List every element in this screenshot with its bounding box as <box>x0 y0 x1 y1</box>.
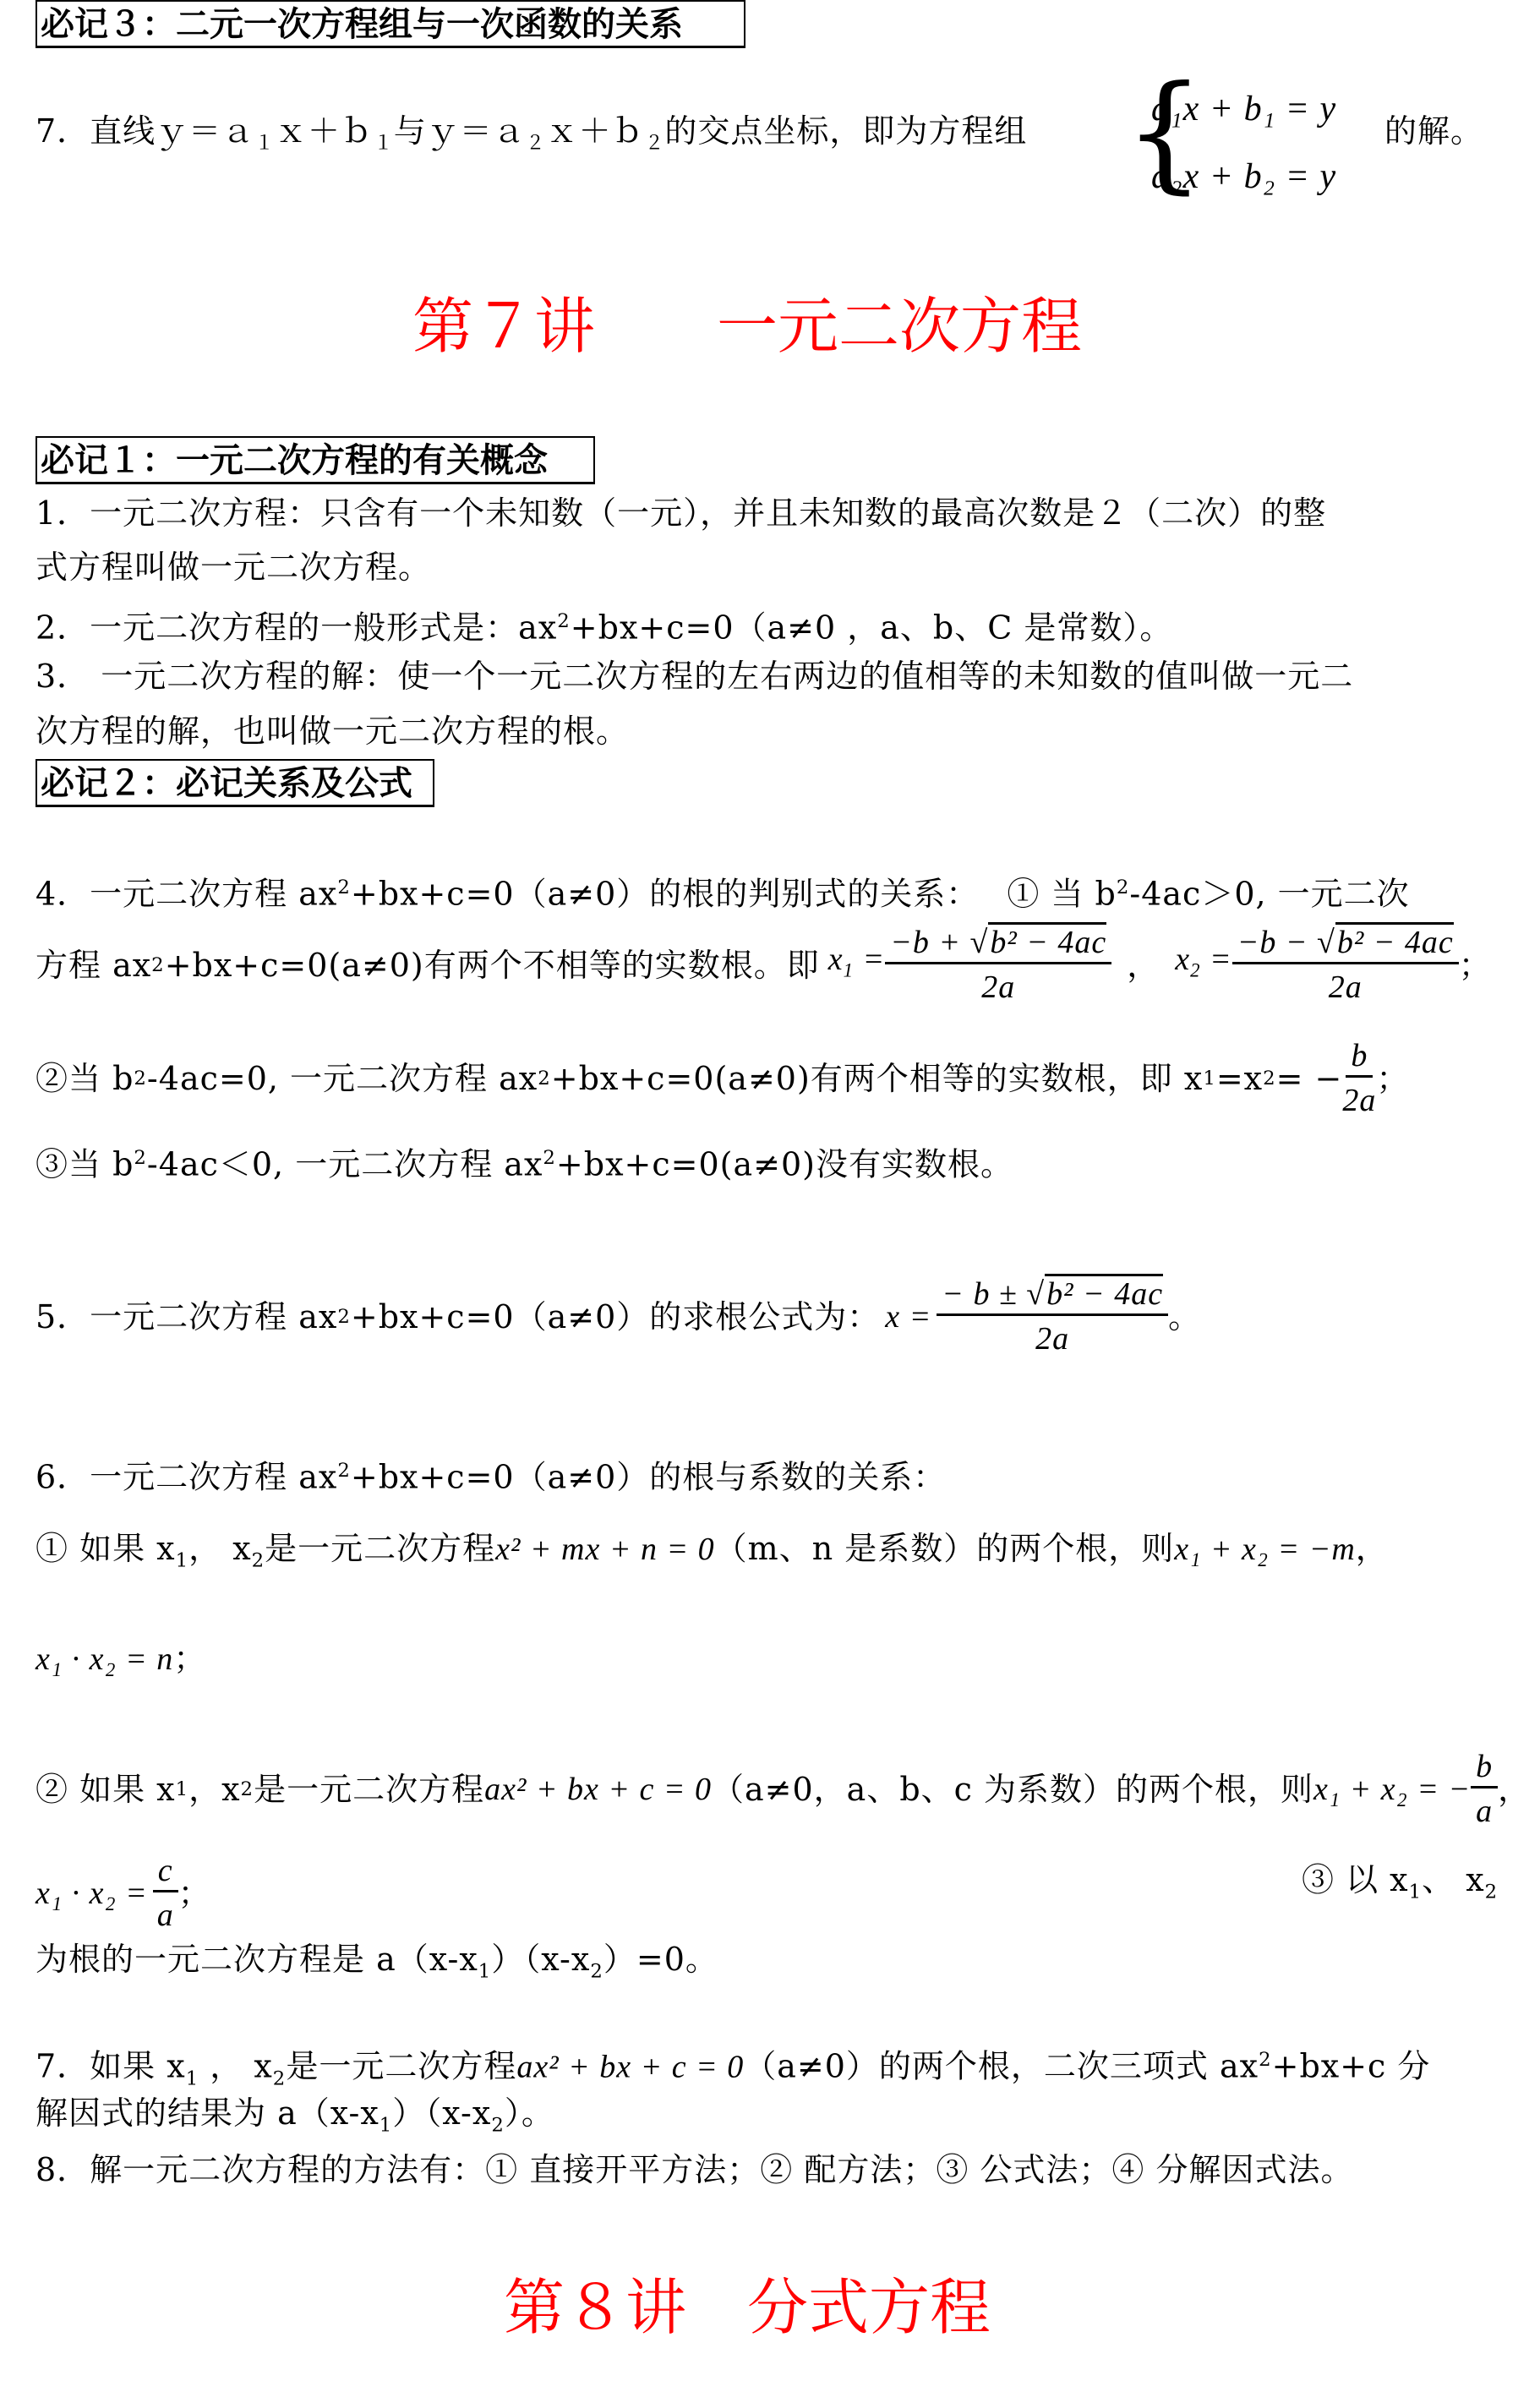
var: x <box>1175 941 1191 977</box>
item6-p1-product <box>35 1639 206 1679</box>
sub: 2 <box>1190 959 1201 981</box>
quadratic-formula <box>937 1275 1168 1358</box>
text: ② 如果 x <box>35 1770 176 1808</box>
text: =x <box>1215 1059 1264 1097</box>
text: +bx+c=0（a≠0）的求根公式为： <box>350 1297 881 1335</box>
sub: 2 <box>1263 1067 1276 1090</box>
text: +bx+c=0(a≠0)有两个相等的实数根，即 x <box>550 1059 1204 1097</box>
text: +bx+c=0（a≠0）的根的判别式的关系： ① 当 b <box>350 875 1117 913</box>
text: 5．一元二次方程 ax <box>35 1297 338 1335</box>
section1-item2 <box>35 602 1172 647</box>
text: ，x <box>188 1770 241 1808</box>
sub: 1 <box>175 1549 189 1572</box>
sup: 2 <box>337 1305 351 1328</box>
system-row-1: a₁x + b₁ = y <box>1151 90 1337 128</box>
text: −b + <box>890 925 970 960</box>
section1-item1-line1: 1．一元二次方程：只含有一个未知数（一元），并且未知数的最高次数是２（二次）的整 <box>35 494 1327 532</box>
text: +bx+c 分 <box>1271 2047 1431 2085</box>
item7-text: 的交点坐标，即为方程组 <box>664 112 1028 150</box>
radicand: b² − 4ac <box>988 922 1106 960</box>
text: 4．一元二次方程 ax <box>35 875 338 913</box>
x1-label: $x_1$ = <box>827 941 886 981</box>
sub: 2 <box>251 1549 265 1572</box>
product-lhs: x₁ · x₂ = <box>35 1875 148 1911</box>
text: ）。 <box>504 2094 554 2132</box>
item7-line2 <box>35 2094 554 2145</box>
lecture8-title: 第８讲 分式方程 <box>504 2272 991 2343</box>
sum-fraction <box>1471 1747 1498 1831</box>
sup: 2 <box>538 1067 551 1090</box>
x2-fraction <box>1232 923 1459 1007</box>
system-suffix: 的解。 <box>1384 112 1484 150</box>
numerator: −b − √b² − 4ac <box>1232 923 1459 964</box>
sub: 2 <box>1484 1881 1499 1903</box>
item7-line1 <box>35 2040 1430 2098</box>
text: 方程 ax <box>35 946 152 984</box>
text: 为根的一元二次方程是 a（x-x <box>35 1941 478 1978</box>
denominator: 2a <box>1035 1321 1070 1357</box>
radicand: b² − 4ac <box>1045 1274 1163 1312</box>
text: -4ac＞0, 一元二次 <box>1129 875 1410 913</box>
sup: 2 <box>543 1147 556 1169</box>
equation: ax² + bx + c = 0 <box>484 1771 712 1807</box>
sup: 2 <box>337 1460 351 1482</box>
lhs: x = <box>885 1298 932 1335</box>
denominator: 2a <box>1342 1083 1377 1118</box>
text: （a≠0，a、b、c 为系数）的两个根，则 <box>712 1770 1314 1808</box>
text: （a≠0）的两个根，二次三项式 ax <box>744 2047 1259 2085</box>
product-fraction <box>153 1851 178 1935</box>
section3-item7 <box>35 112 1027 163</box>
text: ②当 b <box>35 1059 134 1097</box>
sub: 2 <box>590 1960 603 1983</box>
numerator: − b ± √b² − 4ac <box>937 1275 1168 1316</box>
sub: 2 <box>272 2067 287 2090</box>
text: ； <box>177 1874 211 1912</box>
text: 、 x <box>1422 1861 1485 1898</box>
text: ， <box>1498 1770 1532 1808</box>
text: ； <box>1376 1059 1410 1097</box>
equation: x² + mx + n = 0 <box>495 1532 715 1567</box>
text: −b − <box>1237 925 1317 960</box>
text: ）=0。 <box>603 1941 718 1978</box>
text: ）（x-x <box>392 2094 492 2132</box>
item7-text: ｘ＋ｂ <box>545 112 645 150</box>
item4-case2 <box>35 1036 1409 1120</box>
denominator: 2a <box>981 969 1016 1005</box>
sub: 1 <box>185 2067 199 2090</box>
text: 是一元二次方程 <box>254 1770 485 1808</box>
text: ； <box>173 1640 207 1677</box>
case2-fraction <box>1342 1036 1376 1120</box>
system-brace: { <box>1124 59 1205 206</box>
sub: ２ <box>525 132 546 155</box>
numerator: c <box>153 1851 178 1892</box>
product-relation: x₁ · x₂ = n <box>35 1641 174 1677</box>
text: ， x <box>199 2047 273 2085</box>
item6-p3 <box>1302 1860 1498 1912</box>
item4-line1 <box>35 868 1410 914</box>
text: − b ± <box>942 1276 1027 1312</box>
text: 6．一元二次方程 ax <box>35 1458 338 1496</box>
radicand: b² − 4ac <box>1335 922 1454 960</box>
text: +bx+c=0(a≠0)有两个不相等的实数根。即 <box>164 946 820 984</box>
denominator: a <box>156 1898 174 1933</box>
var: x <box>827 941 844 977</box>
item6-p3-line2 <box>35 1940 718 1991</box>
section2-heading <box>35 759 434 807</box>
item4-case3 <box>35 1139 1013 1184</box>
text: ③ 以 x <box>1302 1861 1409 1898</box>
item6-intro <box>35 1451 946 1497</box>
denominator: a <box>1476 1794 1494 1829</box>
text: 是一元二次方程 <box>265 1530 496 1567</box>
item4-line2 <box>35 923 1492 1007</box>
numerator: b <box>1346 1036 1373 1078</box>
text: ③当 b <box>35 1145 134 1183</box>
equation: ax² + bx + c = 0 <box>516 2049 745 2085</box>
item2-text: +bx+c=0（a≠0 ，a、b、C 是常数）。 <box>570 609 1173 647</box>
sup: 2 <box>151 953 165 976</box>
item6-p1 <box>35 1529 1389 1581</box>
sub: 2 <box>491 2114 505 2137</box>
sup: 2 <box>337 877 351 898</box>
section1-item1-line2: 式方程叫做一元二次方程。 <box>35 549 432 586</box>
item2-text: 2．一元二次方程的一般形式是：ax <box>35 609 558 647</box>
numerator: b <box>1471 1747 1498 1789</box>
text: = − <box>1275 1059 1343 1097</box>
text: 。 <box>1168 1297 1202 1335</box>
item8: 8．解一元二次方程的方法有：① 直接开平方法；② 配方法；③ 公式法；④ 分解因式法。 <box>35 2151 1354 2188</box>
text: +bx+c=0（a≠0）的根与系数的关系： <box>350 1458 947 1496</box>
sup: 2 <box>134 1147 147 1169</box>
sub: 2 <box>240 1778 254 1800</box>
section1-item3-line1: 3． 一元二次方程的解：使一个一元二次方程的左右两边的值相等的未知数的值叫做一元二 <box>35 658 1354 695</box>
text: ① 如果 x <box>35 1530 176 1567</box>
sub: １ <box>374 132 394 155</box>
item5 <box>35 1275 1201 1358</box>
item7-text: 与ｙ＝ａ <box>393 112 526 150</box>
item6-p2-product <box>35 1851 211 1935</box>
text: ； <box>1458 946 1492 984</box>
text: ， x <box>188 1530 252 1567</box>
text: 7．如果 x <box>35 2047 186 2085</box>
x2-label: $x_2$ = <box>1175 941 1232 981</box>
section3-heading-text: 必记３：二元一次方程组与一次函数的关系 <box>41 5 683 44</box>
sub: 1 <box>379 2114 393 2137</box>
sum-relation: x₁ + x₂ = −m <box>1174 1532 1356 1567</box>
sum-lhs: x₁ + x₂ = − <box>1313 1771 1472 1807</box>
text: ）（x-x <box>491 1941 591 1978</box>
section1-item3-line2: 次方程的解，也叫做一元二次方程的根。 <box>35 713 630 750</box>
sub: 1 <box>175 1778 189 1800</box>
text: ， <box>1355 1530 1389 1567</box>
sup: 2 <box>557 610 571 632</box>
lecture7-title: 第７讲 一元二次方程 <box>412 291 1083 362</box>
sub: ２ <box>644 132 665 155</box>
text: -4ac=0, 一元二次方程 ax <box>146 1059 538 1097</box>
sup: 2 <box>1259 2049 1272 2071</box>
section1-heading-text: 必记１：一元二次方程的有关概念 <box>41 441 548 480</box>
item7-text: 7．直线ｙ＝ａ <box>35 112 255 150</box>
text: 解因式的结果为 a（x-x <box>35 2094 380 2132</box>
section1-heading <box>35 436 595 484</box>
text: ， <box>1127 946 1160 984</box>
sub: 1 <box>843 959 855 981</box>
numerator: −b + √b² − 4ac <box>885 923 1111 964</box>
text: 是一元二次方程 <box>286 2047 517 2085</box>
section3-heading <box>35 0 745 48</box>
item6-p2 <box>35 1747 1531 1831</box>
section2-heading-text: 必记２：必记关系及公式 <box>41 764 412 803</box>
denominator: 2a <box>1328 969 1363 1005</box>
item7-text: ｘ＋ｂ <box>274 112 374 150</box>
text: -4ac＜0, 一元二次方程 ax <box>146 1145 543 1183</box>
sup: 2 <box>1116 877 1130 898</box>
x1-fraction <box>885 923 1111 1007</box>
sub: 1 <box>478 1960 492 1983</box>
sub: 1 <box>1408 1881 1423 1903</box>
sub: １ <box>254 132 275 155</box>
sub: 1 <box>1203 1067 1216 1090</box>
text: +bx+c=0(a≠0)没有实数根。 <box>555 1145 1013 1183</box>
system-row-2: a₂x + b₂ = y <box>1151 157 1337 196</box>
sup: 2 <box>134 1067 147 1090</box>
text: （m、n 是系数）的两个根，则 <box>714 1530 1175 1567</box>
